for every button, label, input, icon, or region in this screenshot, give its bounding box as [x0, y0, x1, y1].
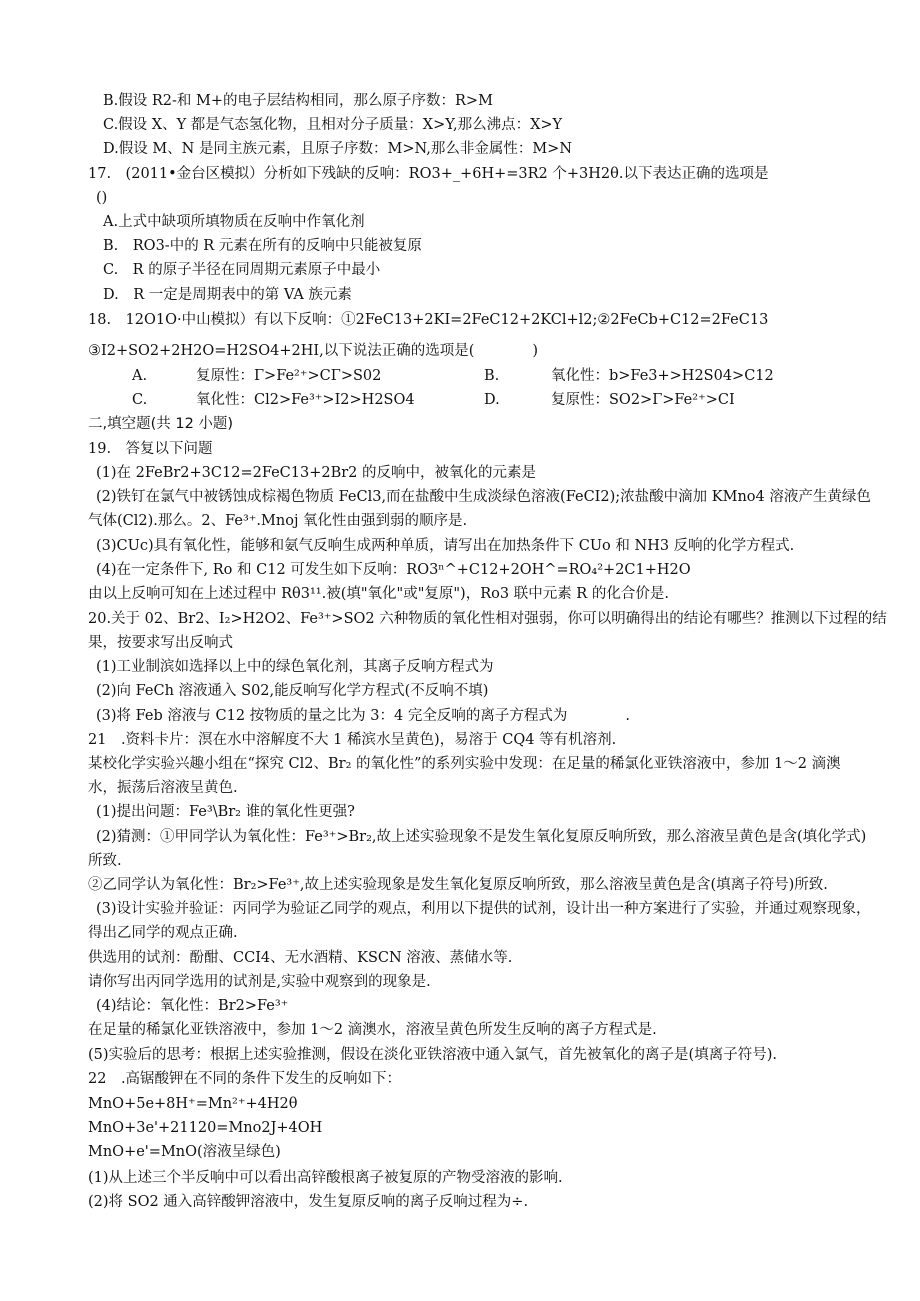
q19-title: 19. 答复以下问题	[88, 441, 213, 457]
q21-stem: 21 .资料卡片：溟在水中溶解度不大 1 稀滨水呈黄色)，易溶于 CQ4 等有机溶剂.	[88, 732, 617, 748]
q19-part-2: (2)铁钉在氯气中被锈蚀成棕褐色物质 FeCl3,而在盐酸中生成淡绿色溶液(FeCI2);浓盐酸中滴加 KMno4 溶液产生黄绿色	[96, 489, 871, 505]
q18-option-b-text: 氧化性：b>Fe3+>H2S04>C12	[551, 368, 774, 384]
q21-part-2-second: ②乙同学认为氧化性：Br₂>Fe³⁺,故上述实验现象是发生氧化复原反响所致，那么溶液呈黄色是含(填离子符号)所致.	[88, 877, 828, 893]
q21-part-4-cont: 在足量的稀氯化亚铁溶液中，参加 1～2 滴澳水，溶液呈黄色所发生反响的离子方程式是.	[88, 1022, 657, 1038]
q21-part-1: (1)提出问题：Fe³\Br₂ 谁的氧化性更强?	[96, 804, 355, 820]
q21-part-3-cont: 得出乙同学的观点正确.	[88, 925, 238, 941]
q20-part-1: (1)工业制滨如选择以上中的绿色氧化剂，其离子反响方程式为	[96, 659, 494, 675]
q22-part-2: (2)将 SO2 通入高锌酸钾溶液中，发生复原反响的离子反响过程为÷.	[88, 1194, 529, 1210]
q18-option-c-text: 氧化性：Cl2>Fe³⁺>I2>H2SO4	[196, 392, 415, 408]
q21-reagents-question: 请你写出丙同学选用的试剂是,实验中观察到的现象是.	[88, 974, 431, 990]
q22-equation-3: MnO+e'=MnO(溶液呈绿色)	[88, 1144, 281, 1160]
q21-part-3: (3)设计实验并验证：丙同学为验证乙同学的观点，利用以下提供的试剂，设计出一种方案进行了实验，并通过观察现象，	[96, 901, 871, 917]
q17-stem-paren: ()	[96, 190, 108, 206]
q22-title: 22 .高锯酸钾在不同的条件下发生的反响如下：	[88, 1071, 402, 1087]
q21-part-4: (4)结论：氧化性：Br2>Fe³⁺	[96, 998, 289, 1014]
q17-stem: 17. (2011•金台区模拟）分析如下残缺的反响：RO3+_+6H+=3R2 个+3H2θ.以下表达正确的选项是	[88, 166, 769, 182]
q21-stem-line3: 水，振荡后溶液呈黄色.	[88, 780, 238, 796]
q22-part-1: (1)从上述三个半反响中可以看出高锌酸根离子被复原的产物受溶液的影响.	[88, 1170, 563, 1186]
q19-part-3: (3)CUc)具有氧化性，能够和氨气反响生成两种单质，请写出在加热条件下 CUo 和 NH3 反响的化学方程式.	[96, 538, 795, 554]
q21-reagents: 供选用的试剂：酚酣、CCI4、无水酒精、KSCN 溶液、蒸储水等.	[88, 950, 513, 966]
q21-stem-line2: 某校化学实验兴趣小组在“探究 Cl2、Br₂ 的氧化性”的系列实验中发现：在足量的稀氯化亚铁溶液中，参加 1～2 滴澳	[88, 756, 841, 772]
q21-part-5: (5)实验后的思考：根据上述实验推测，假设在淡化亚铁溶液中通入氯气，首先被氧化的离子是(填离子符号).	[88, 1047, 777, 1063]
q18-option-d-label: D.	[484, 392, 500, 408]
q17-option-b: B. RO3-中的 R 元素在所有的反响中只能被复原	[103, 238, 422, 254]
q19-part-4-cont: 由以上反响可知在上述过程中 Rθ3¹¹.被(填"氧化"或"复原")，Ro3 联中元素 R 的化合价是.	[88, 586, 669, 602]
q18-option-a-text: 复原性：Γ>Fe²⁺>CΓ>S02	[196, 368, 382, 384]
section-heading: 二,填空题(共 12 小题)	[88, 416, 234, 432]
q20-stem: 20.关于 02、Br2、I₂>H2O2、Fe³⁺>SO2 六种物质的氧化性相对强弱，你可以明确得出的结论有哪些？推测以下过程的结	[88, 611, 887, 627]
q18-option-b-label: B.	[484, 368, 500, 384]
q17-option-a: A.上式中缺项所填物质在反响中作氧化剂	[103, 214, 365, 230]
q19-part-1: (1)在 2FeBr2+3C12=2FeC13+2Br2 的反响中，被氧化的元素是	[96, 465, 537, 481]
q22-equation-2: MnO+3e'+21120=Mno2J+4OH	[88, 1120, 323, 1136]
q19-part-2-cont: 气体(Cl2).那么。2、Fe³⁺.Mnoj 氧化性由强到弱的顺序是.	[88, 513, 468, 529]
q20-part-3: (3)将 Feb 溶液与 C12 按物质的量之比为 3：4 完全反响的离子方程式为 .	[96, 708, 630, 724]
q17-option-d: D. R 一定是周期表中的第 VA 族元素	[103, 287, 352, 303]
q17-option-c: C. R 的原子半径在同周期元素原子中最小	[103, 262, 381, 278]
q18-option-a-label: A.	[132, 368, 148, 384]
q19-part-4: (4)在一定条件下, Ro 和 C12 可发生如下反响：RO3ⁿ^+C12+2OH^=RO₄²+2C1+H2O	[96, 562, 691, 578]
q18-option-d-text: 复原性：SO2>Γ>Fe²⁺>CI	[551, 392, 735, 408]
q21-part-2-cont: 所致.	[88, 853, 122, 869]
q22-equation-1: MnO+5e+8H⁺=Mn²⁺+4H2θ	[88, 1096, 298, 1112]
q16-option-d: D.假设 M、N 是同主族元素，且原子序数：M>N,那么非金属性：M>N	[103, 141, 573, 157]
q16-option-c: C.假设 X、Y 都是气态氢化物，且相对分子质量：X>Y,那么沸点：X>Y	[103, 117, 563, 133]
q18-stem: 18. 12O1O·中山模拟）有以下反响：①2FeC13+2KI=2FeC12+2KCl+l2;②2FeCb+C12=2FeC13	[88, 312, 769, 328]
q16-option-b: B.假设 R2-和 M+的电子层结构相同，那么原子序数：R>M	[103, 93, 493, 109]
q21-part-2: (2)猜测：①甲同学认为氧化性：Fe³⁺>Br₂,故上述实验现象不是发生氧化复原反响所致，那么溶液呈黄色是含(填化学式)	[96, 829, 867, 845]
q18-stem-line2: ③I2+SO2+2H2O=H2SO4+2HI,以下说法正确的选项是( )	[88, 343, 539, 359]
q20-stem-cont: 果，按要求写出反响式	[88, 635, 233, 651]
q18-option-c-label: C.	[132, 392, 148, 408]
q20-part-2: (2)向 FeCh 溶液通入 S02,能反响写化学方程式(不反响不填)	[96, 683, 489, 699]
